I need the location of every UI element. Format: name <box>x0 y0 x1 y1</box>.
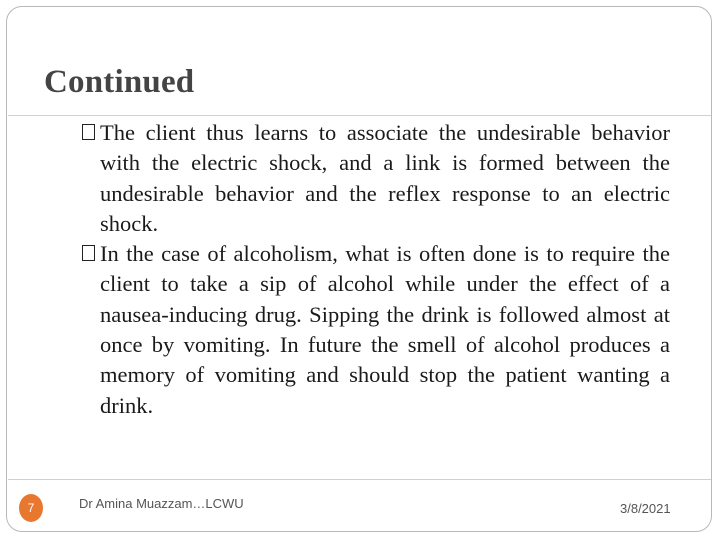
page-number: 7 <box>27 501 35 515</box>
slide-title: Continued <box>44 64 195 100</box>
title-divider <box>8 115 711 116</box>
footer-divider <box>8 479 711 480</box>
page-number-badge <box>19 494 43 522</box>
footer-date: 3/8/2021 <box>620 501 671 516</box>
slide-body <box>82 118 670 421</box>
bullet-text: The client thus learns to associate the undesirable behavior with the electric shock, and a link is formed between the undesirable behavior and the reflex response to an electric shock. <box>100 120 670 236</box>
footer-author: Dr Amina Muazzam…LCWU <box>79 496 244 511</box>
square-bullet-icon <box>82 124 95 140</box>
bullet-item <box>82 118 670 239</box>
bullet-item <box>82 239 670 421</box>
bullet-text: In the case of alcoholism, what is often done is to require the client to take a sip of alcohol while under the effect of a nausea-inducing drug. Sipping the drink is followed almost at once by vomiting. In future the smell of alcohol produces a memory of vomiting and should stop the patient wanting a drink. <box>100 241 670 418</box>
square-bullet-icon <box>82 245 95 261</box>
